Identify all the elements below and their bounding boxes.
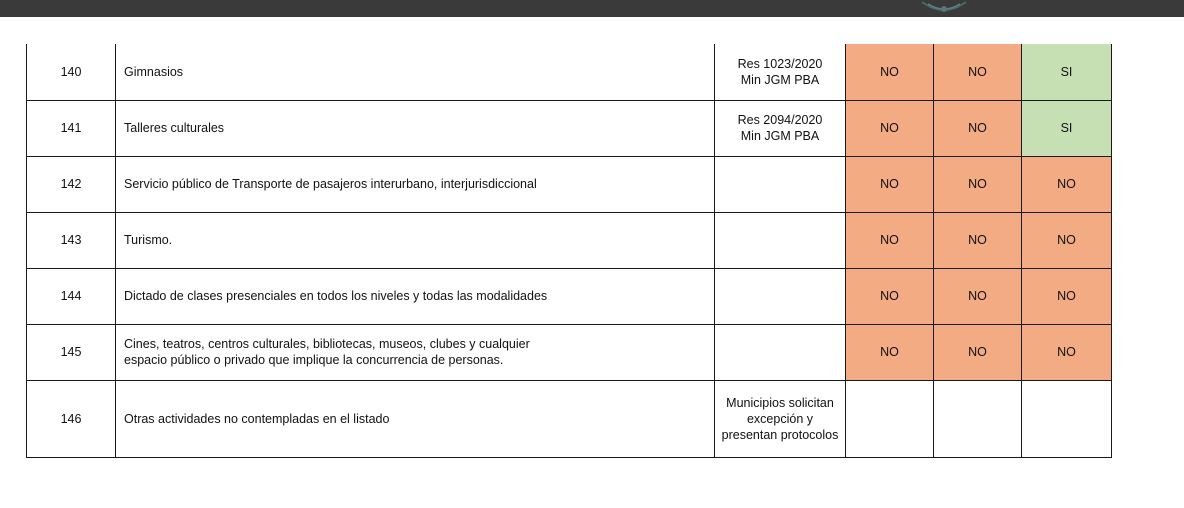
status-cell: SI [1022, 100, 1112, 156]
status-cell: NO [1022, 212, 1112, 268]
status-cell: SI [1022, 44, 1112, 100]
table-row [27, 268, 1112, 324]
status-cell: NO [934, 268, 1022, 324]
table-row [27, 212, 1112, 268]
row-number: 144 [27, 268, 116, 324]
activities-table [26, 44, 1112, 458]
table-row [27, 100, 1112, 156]
status-cell: NO [846, 156, 934, 212]
status-cell: NO [846, 212, 934, 268]
activity-name: Cines, teatros, centros culturales, bibliotecas, museos, clubes y cualquier espacio público o privado que implique la concurrencia de personas. [116, 324, 715, 380]
top-bar [0, 0, 1184, 17]
status-cell: NO [934, 100, 1022, 156]
resolution-cell [715, 156, 846, 212]
resolution-text: Res 2094/2020 Min JGM PBA [737, 113, 823, 143]
status-cell [934, 380, 1022, 457]
activity-name: Dictado de clases presenciales en todos los niveles y todas las modalidades [116, 268, 715, 324]
activity-name: Servicio público de Transporte de pasajeros interurbano, interjurisdiccional [116, 156, 715, 212]
row-number: 143 [27, 212, 116, 268]
table-row [27, 156, 1112, 212]
activity-name: Talleres culturales [116, 100, 715, 156]
resolution-cell [715, 212, 846, 268]
activity-name: Otras actividades no contempladas en el listado [116, 380, 715, 457]
status-cell: NO [846, 268, 934, 324]
status-cell: NO [934, 156, 1022, 212]
table-row [27, 324, 1112, 380]
row-number: 145 [27, 324, 116, 380]
activity-name: Gimnasios [116, 44, 715, 100]
row-number: 142 [27, 156, 116, 212]
status-cell: NO [846, 100, 934, 156]
status-cell [1022, 380, 1112, 457]
row-number: 146 [27, 380, 116, 457]
activity-name: Turismo. [116, 212, 715, 268]
resolution-cell [715, 324, 846, 380]
table-row [27, 44, 1112, 100]
table-row [27, 380, 1112, 457]
status-cell: NO [1022, 268, 1112, 324]
row-number: 141 [27, 100, 116, 156]
resolution-text: Res 1023/2020 Min JGM PBA [737, 56, 823, 87]
status-cell: NO [1022, 324, 1112, 380]
status-cell: NO [846, 324, 934, 380]
status-cell: NO [934, 324, 1022, 380]
seal-icon [918, 0, 970, 14]
status-cell [846, 380, 934, 457]
row-number: 140 [27, 44, 116, 100]
resolution-cell [715, 44, 846, 100]
status-cell: NO [934, 212, 1022, 268]
status-cell: NO [846, 44, 934, 100]
resolution-cell [715, 268, 846, 324]
status-cell: NO [1022, 156, 1112, 212]
resolution-cell: Municipios solicitan excepción y presentan protocolos [715, 380, 846, 457]
document-page [0, 17, 1184, 508]
status-cell: NO [934, 44, 1022, 100]
resolution-cell [715, 100, 846, 156]
